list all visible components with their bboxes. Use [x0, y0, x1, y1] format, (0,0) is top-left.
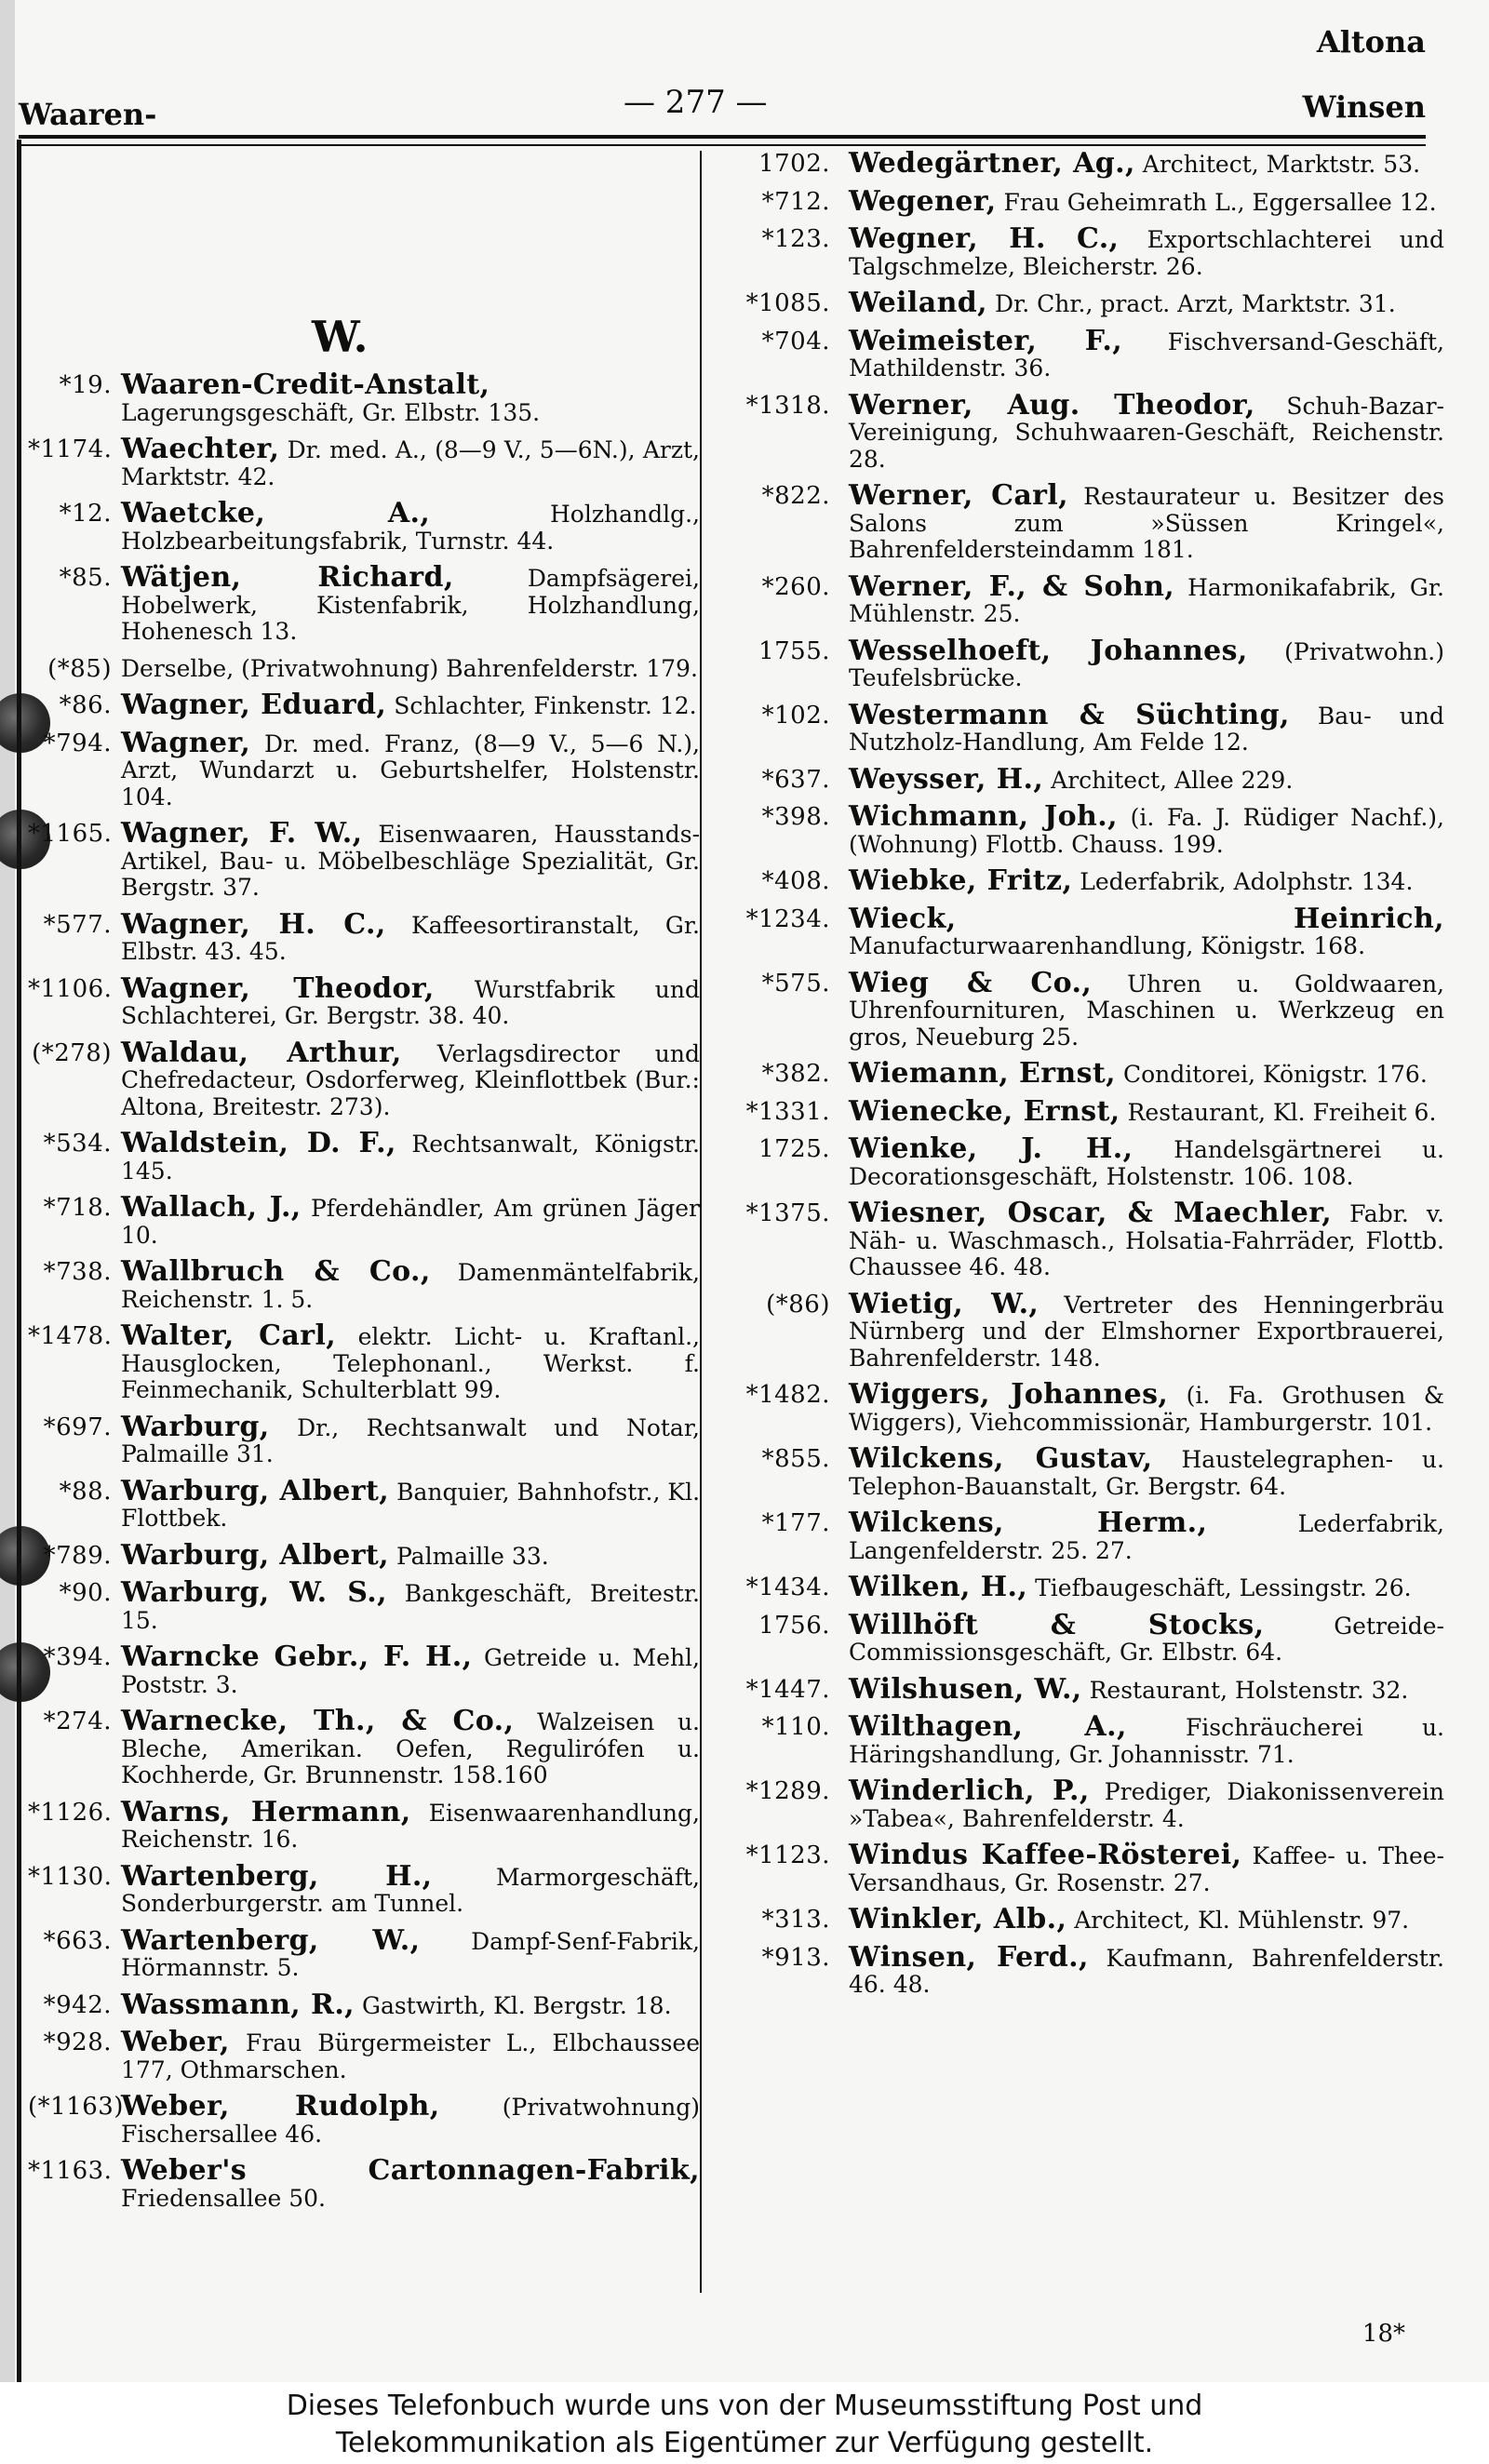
directory-entry: [728, 324, 1444, 382]
subscriber-details: Haustelegraphen- u. Telephon-Bauanstalt, Gr. Bergstr. 64.: [849, 1446, 1444, 1500]
subscriber-name: Wiesner, Oscar, & Maechler,: [849, 1197, 1333, 1229]
phone-number: *1130.: [28, 1862, 113, 1891]
directory-entry: [728, 1774, 1444, 1832]
subscriber-details: Exportschlachterei und Talgschmelze, Bleicherstr. 26.: [849, 226, 1445, 280]
phone-number: *382.: [761, 1060, 830, 1088]
subscriber-details: Restaurateur u. Besitzer des Salons zum »Süssen Kringel«, Bahrenfeldersteindamm 181.: [849, 483, 1444, 563]
subscriber-details: Dr. Chr., pract. Arzt, Marktstr. 31.: [994, 290, 1396, 317]
subscriber-details: Frau Geheimrath L., Eggersallee 12.: [1003, 188, 1437, 216]
subscriber-name: Warns, Hermann,: [121, 1795, 411, 1828]
margin-rule: [17, 140, 21, 2382]
directory-entry: [728, 1442, 1444, 1500]
phone-number: *913.: [761, 1943, 830, 1972]
subscriber-details: Lagerungsgeschäft, Gr. Elbstr. 135.: [121, 398, 541, 426]
directory-entry: [28, 433, 700, 490]
subscriber-details: Friedensallee 50.: [121, 2184, 327, 2212]
subscriber-details: Frau Bürgermeister L., Elbchaussee 177, Othmarschen.: [121, 2029, 700, 2083]
phone-number: 1756.: [758, 1611, 830, 1640]
binding-strip: [0, 0, 15, 2382]
phone-number: *1482.: [745, 1381, 830, 1409]
subscriber-details: Wurstfabrik und Schlachterei, Gr. Bergstr. 38. 40.: [121, 975, 700, 1029]
subscriber-name: Warburg, Albert,: [121, 1538, 390, 1572]
phone-number: *712.: [761, 187, 830, 216]
directory-entry: [728, 698, 1445, 757]
phone-number: *274.: [43, 1707, 112, 1735]
directory-entry: [728, 634, 1445, 692]
directory-entry: [28, 1036, 700, 1121]
phone-number: *1318.: [745, 391, 830, 420]
subscriber-details: Lederfabrik, Adolphstr. 134.: [1080, 868, 1414, 895]
phone-number: *704.: [761, 327, 830, 355]
subscriber-name: Wassmann, R.,: [121, 1988, 355, 2021]
subscriber-details: Schuh-Bazar-Vereinigung, Schuhwaaren-Geschäft, Reichenstr. 28.: [849, 392, 1444, 473]
phone-number: 1725.: [758, 1135, 830, 1163]
subscriber-name: Wartenberg, H.,: [121, 1859, 433, 1893]
ownership-notice-line-1: Dieses Telefonbuch wurde uns von der Museumsstiftung Post und: [286, 2390, 1203, 2422]
subscriber-name: Wietig, W.,: [849, 1287, 1040, 1320]
subscriber-name: Windus Kaffee-Rösterei,: [849, 1839, 1242, 1871]
directory-entry: [28, 1255, 701, 1313]
subscriber-name: Weysser, H.,: [849, 762, 1044, 796]
phone-number: *85.: [59, 564, 112, 592]
phone-number: *1163.: [28, 2157, 113, 2185]
directory-entry: [728, 800, 1444, 858]
subscriber-name: Winkler, Alb.,: [849, 1903, 1067, 1935]
subscriber-name: Werner, Carl,: [849, 479, 1069, 512]
subscriber-details: Fabr. v. Näh- u. Waschmasch., Holsatia-Fahrräder, Flottb. Chaussee 46. 48.: [849, 1200, 1444, 1280]
subscriber-name: Wiebke, Fritz,: [849, 864, 1073, 897]
subscriber-details: (Privatwohn.) Teufelsbrücke.: [849, 637, 1445, 691]
directory-entry: [28, 1538, 700, 1572]
directory-entry: [728, 147, 1444, 180]
subscriber-name: Wagner, H. C.,: [121, 907, 386, 941]
phone-number: 1755.: [758, 636, 830, 665]
directory-entry: [28, 1988, 700, 2021]
directory-entry: [28, 2154, 700, 2212]
directory-entry: [28, 907, 700, 966]
directory-entry: [728, 1710, 1444, 1768]
phone-number: *1165.: [28, 820, 113, 848]
subscriber-details: Harmonikafabrik, Gr. Mühlenstr. 25.: [849, 573, 1444, 627]
subscriber-name: Warburg,: [121, 1410, 270, 1443]
directory-entry: [728, 902, 1444, 960]
subscriber-name: Wilthagen, A.,: [849, 1710, 1127, 1743]
subscriber-name: Wilckens, Herm.,: [849, 1507, 1208, 1539]
phone-number: (*86): [766, 1290, 830, 1319]
directory-entry: [28, 1640, 700, 1698]
phone-number: *90.: [59, 1579, 112, 1607]
right-column: [728, 147, 1445, 2009]
subscriber-name: Willhöft & Stocks,: [849, 1608, 1265, 1641]
subscriber-name: Wienecke, Ernst,: [849, 1094, 1120, 1128]
phone-number: (*85): [47, 654, 112, 683]
phone-number: *1126.: [28, 1798, 113, 1827]
subscriber-details: Fischräucherei u. Häringshandlung, Gr. Johannisstr. 71.: [849, 1714, 1444, 1768]
subscriber-details: Derselbe, (Privatwohnung) Bahrenfelderstr. 179.: [121, 654, 698, 682]
subscriber-name: Wieg & Co.,: [849, 966, 1093, 999]
subscriber-details: Banquier, Bahnhofstr., Kl. Flottbek.: [121, 1478, 701, 1532]
subscriber-details: Palmaille 33.: [396, 1542, 549, 1570]
subscriber-name: Wagner,: [121, 726, 251, 759]
subscriber-details: Bau- und Nutzholz-Handlung, Am Felde 12.: [849, 702, 1445, 756]
directory-entry: [28, 656, 700, 683]
subscriber-details: Kaufmann, Bahrenfelderstr. 46. 48.: [849, 1944, 1444, 1998]
phone-number: *1085.: [745, 289, 830, 317]
directory-entry: [28, 561, 700, 646]
ownership-notice: [0, 2382, 1489, 2464]
subscriber-name: Wätjen, Richard,: [121, 561, 454, 594]
directory-entry: [28, 1923, 700, 1982]
directory-entry: [28, 368, 700, 426]
subscriber-details: Dampf-Senf-Fabrik, Hörmannstr. 5.: [121, 1927, 700, 1981]
phone-number: *123.: [761, 225, 830, 253]
subscriber-details: (i. Fa. J. Rüdiger Nachf.), (Wohnung) Flottb. Chauss. 199.: [849, 804, 1444, 858]
phone-number: *928.: [43, 2029, 112, 2056]
directory-entry: [728, 1057, 1444, 1090]
directory-entry: [28, 497, 700, 555]
subscriber-details: elektr. Licht- u. Kraftanl., Hausglocken, Telephonanl., Werkst. f. Feinmechanik, Schulterblatt 99.: [121, 1323, 700, 1403]
subscriber-name: Wagner, Theodor,: [121, 971, 435, 1005]
subscriber-details: Prediger, Diakonissenverein »Tabea«, Bahrenfelderstr. 4.: [849, 1778, 1444, 1832]
phone-number: *697.: [43, 1413, 112, 1441]
subscriber-name: Wienke, J. H.,: [849, 1132, 1134, 1165]
phone-number: *534.: [43, 1130, 112, 1158]
column-divider: [700, 151, 702, 2293]
subscriber-details: (i. Fa. Grothusen & Wiggers), Viehcommissionär, Hamburgerstr. 101.: [849, 1382, 1444, 1436]
subscriber-details: Manufacturwaarenhandlung, Königstr. 168.: [849, 932, 1366, 959]
directory-entry: [28, 2026, 700, 2083]
subscriber-name: Wilshusen, W.,: [849, 1672, 1082, 1706]
directory-entry: [728, 222, 1445, 280]
header-left-guide: Waaren-: [19, 97, 157, 132]
section-letter: W.: [312, 312, 369, 362]
subscriber-name: Weber,: [121, 2026, 230, 2058]
subscriber-details: Gastwirth, Kl. Bergstr. 18.: [361, 1991, 672, 2019]
phone-number: *1174.: [28, 435, 113, 463]
subscriber-name: Werner, F., & Sohn,: [849, 569, 1175, 603]
subscriber-name: Waldau, Arthur,: [121, 1036, 402, 1069]
subscriber-name: Waetcke, A.,: [121, 497, 431, 529]
directory-entry: [728, 184, 1444, 218]
phone-number: *1434.: [745, 1573, 830, 1601]
directory-entry: [728, 479, 1444, 564]
subscriber-name: Wallach, J.,: [121, 1191, 302, 1224]
subscriber-name: Warburg, Albert,: [121, 1474, 390, 1507]
directory-entry: [728, 1132, 1445, 1190]
subscriber-details: Fischversand-Geschäft, Mathildenstr. 36.: [849, 328, 1444, 382]
directory-entry: [28, 1576, 700, 1634]
phone-number: *313.: [761, 1906, 830, 1934]
subscriber-name: Wiemann, Ernst,: [849, 1057, 1117, 1090]
page-footnote: 18*: [1362, 2320, 1405, 2348]
phone-number: *102.: [761, 701, 830, 730]
phone-number: *1106.: [28, 974, 113, 1003]
subscriber-details: Rechtsanwalt, Königstr. 145.: [121, 1131, 700, 1185]
phone-number: *718.: [43, 1194, 112, 1222]
directory-entry: [728, 1378, 1444, 1436]
subscriber-details: Conditorei, Königstr. 176.: [1122, 1061, 1428, 1088]
subscriber-details: Handelsgärtnerei u. Decorationsgeschäft, Holstenstr. 106. 108.: [849, 1136, 1445, 1190]
subscriber-name: Wegner, H. C.,: [849, 222, 1120, 255]
directory-entry: [728, 1094, 1444, 1128]
subscriber-name: Weiland,: [849, 287, 987, 319]
directory-entry: [728, 864, 1444, 897]
directory-entry: [28, 1319, 700, 1404]
subscriber-details: Dr. med. Franz, (8—9 V., 5—6 N.), Arzt, Wundarzt u. Geburtshelfer, Holstenstr. 104.: [121, 730, 700, 810]
subscriber-details: Lederfabrik, Langenfelderstr. 25. 27.: [849, 1510, 1444, 1564]
phone-number: *942.: [43, 1990, 112, 2019]
header-right-guide: Winsen: [1302, 89, 1426, 125]
phone-number: *822.: [761, 482, 830, 510]
phone-number: *19.: [59, 371, 112, 399]
subscriber-details: Dr. med. A., (8—9 V., 5—6N.), Arzt, Marktstr. 42.: [121, 436, 700, 490]
directory-entry: [28, 817, 701, 902]
phone-number: *408.: [761, 867, 830, 895]
phone-number: *855.: [761, 1445, 830, 1473]
subscriber-name: Weber's Cartonnagen-Fabrik,: [121, 2154, 700, 2187]
phone-number: *88.: [59, 1477, 112, 1506]
subscriber-name: Wesselhoeft, Johannes,: [849, 634, 1248, 667]
subscriber-name: Wieck, Heinrich,: [849, 902, 1444, 935]
subscriber-name: Wiggers, Johannes,: [849, 1378, 1169, 1411]
phone-number: *1375.: [745, 1199, 830, 1227]
directory-entry: [728, 1197, 1444, 1281]
subscriber-name: Warncke Gebr., F. H.,: [121, 1640, 473, 1673]
directory-entry: [728, 1571, 1444, 1603]
subscriber-name: Waaren-Credit-Anstalt,: [121, 368, 490, 401]
header-rule: [19, 135, 1426, 139]
phone-number: *1123.: [745, 1841, 830, 1869]
phone-number: (*1163): [28, 2093, 124, 2121]
subscriber-details: Eisenwaaren, Hausstands-Artikel, Bau- u. Möbelbeschläge Spezialität, Gr. Bergstr. 37.: [121, 821, 701, 901]
subscriber-details: Dampfsägerei, Hobelwerk, Kistenfabrik, Holzhandlung, Hohenesch 13.: [121, 565, 700, 645]
directory-entry: [28, 1410, 700, 1468]
subscriber-name: Wartenberg, W.,: [121, 1923, 421, 1957]
page-number: — 277 —: [624, 84, 768, 121]
subscriber-details: Eisenwaarenhandlung, Reichenstr. 16.: [121, 1799, 700, 1853]
subscriber-name: Wichmann, Joh.,: [849, 800, 1118, 833]
subscriber-name: Wagner, F. W.,: [121, 817, 363, 850]
phone-number: *260.: [761, 572, 830, 601]
phone-number: *789.: [43, 1541, 112, 1570]
directory-entry: [728, 1287, 1444, 1373]
subscriber-name: Wagner, Eduard,: [121, 689, 387, 721]
directory-entry: [28, 1705, 701, 1789]
directory-entry: [728, 1672, 1444, 1706]
phone-number: *398.: [761, 803, 830, 831]
subscriber-name: Walter, Carl,: [121, 1319, 337, 1352]
directory-entry: [28, 1127, 700, 1185]
subscriber-details: Uhren u. Goldwaaren, Uhrenfournituren, Maschinen u. Werkzeug en gros, Neueburg 25.: [849, 970, 1445, 1051]
subscriber-details: Tiefbaugeschäft, Lessingstr. 26.: [1035, 1574, 1412, 1601]
phone-number: *1478.: [28, 1322, 113, 1350]
directory-entry: [28, 1859, 700, 1918]
subscriber-details: Walzeisen u. Bleche, Amerikan. Oefen, Regulirófen u. Kochherde, Gr. Brunnenstr. 158.160: [121, 1708, 701, 1788]
directory-entry: [728, 287, 1444, 319]
subscriber-details: Architect, Marktstr. 53.: [1142, 151, 1421, 178]
header-city: Altona: [1316, 24, 1426, 60]
subscriber-details: Kaffeesortiranstalt, Gr. Elbstr. 43. 45.: [121, 911, 700, 965]
phone-number: *1289.: [745, 1777, 830, 1805]
directory-entry: [28, 1191, 701, 1249]
subscriber-name: Weimeister, F.,: [849, 324, 1123, 357]
subscriber-details: Holzhandlg., Holzbearbeitungsfabrik, Turnstr. 44.: [121, 501, 700, 555]
subscriber-details: Architect, Allee 229.: [1051, 766, 1294, 794]
subscriber-details: Pferdehändler, Am grünen Jäger 10.: [121, 1195, 701, 1249]
directory-entry: [728, 569, 1444, 628]
subscriber-details: Restaurant, Holstenstr. 32.: [1089, 1676, 1409, 1704]
ownership-notice-line-2: Telekommunikation als Eigentümer zur Verfügung gestellt.: [335, 2427, 1154, 2459]
subscriber-name: Warburg, W. S.,: [121, 1576, 387, 1609]
phone-number: *394.: [43, 1643, 112, 1671]
subscriber-name: Wilken, H.,: [849, 1571, 1028, 1603]
phone-number: *637.: [761, 765, 830, 794]
directory-entry: [28, 1474, 701, 1533]
subscriber-details: Restaurant, Kl. Freiheit 6.: [1127, 1098, 1437, 1126]
directory-entry: [728, 762, 1444, 796]
subscriber-name: Warnecke, Th., & Co.,: [121, 1705, 515, 1737]
directory-entry: [28, 1795, 700, 1854]
phone-number: *86.: [59, 691, 112, 719]
phone-number: *1447.: [745, 1675, 830, 1704]
phone-number: *575.: [761, 969, 830, 998]
subscriber-name: Wedegärtner, Ag.,: [849, 147, 1135, 180]
phone-number: *110.: [761, 1713, 830, 1741]
subscriber-name: Wallbruch & Co.,: [121, 1255, 431, 1288]
header-rule-thin: [19, 144, 1426, 146]
phone-number: *1234.: [745, 904, 830, 933]
directory-entry: [728, 1940, 1444, 1999]
subscriber-name: Waechter,: [121, 433, 280, 465]
subscriber-details: Damenmäntelfabrik, Reichenstr. 1. 5.: [121, 1259, 701, 1313]
subscriber-name: Wilckens, Gustav,: [849, 1442, 1153, 1475]
directory-entry: [728, 1507, 1444, 1564]
phone-number: 1702.: [758, 150, 830, 178]
phone-number: *794.: [43, 729, 112, 757]
subscriber-details: Marmorgeschäft, Sonderburgerstr. am Tunnel.: [121, 1863, 700, 1917]
subscriber-details: Getreide u. Mehl, Poststr. 3.: [121, 1644, 700, 1698]
directory-entry: [728, 966, 1445, 1051]
phone-number: (*278): [32, 1038, 112, 1067]
subscriber-details: Bankgeschäft, Breitestr. 15.: [121, 1580, 700, 1634]
phone-number: *738.: [43, 1258, 112, 1286]
subscriber-name: Winsen, Ferd.,: [849, 1940, 1089, 1974]
subscriber-details: Vertreter des Henningerbräu Nürnberg und der Elmshorner Exportbrauerei, Bahrenfelderstr. 148.: [849, 1291, 1444, 1372]
phone-number: *1331.: [745, 1097, 830, 1126]
subscriber-name: Westermann & Süchting,: [849, 698, 1290, 731]
subscriber-details: Dr., Rechtsanwalt und Notar, Palmaille 31.: [121, 1413, 700, 1467]
phone-number: *177.: [761, 1509, 830, 1537]
directory-entry: [28, 971, 700, 1030]
subscriber-details: (Privatwohnung) Fischersallee 46.: [121, 2094, 700, 2148]
directory-entry: [728, 1903, 1444, 1935]
subscriber-details: Schlachter, Finkenstr. 12.: [394, 692, 697, 719]
subscriber-details: Getreide-Commissionsgeschäft, Gr. Elbstr. 64.: [849, 1612, 1444, 1666]
phone-number: *577.: [43, 910, 112, 939]
left-column: [28, 368, 701, 2222]
directory-entry: [728, 1839, 1444, 1896]
directory-entry: [28, 2090, 700, 2148]
subscriber-name: Wegener,: [849, 184, 997, 218]
directory-entry: [28, 726, 700, 811]
subscriber-name: Winderlich, P.,: [849, 1774, 1090, 1807]
subscriber-details: Kaffee- u. Thee-Versandhaus, Gr. Rosenstr. 27.: [849, 1842, 1444, 1896]
subscriber-details: Verlagsdirector und Chefredacteur, Osdorferweg, Kleinflottbek (Bur.: Altona, Breitestr. 273).: [121, 1039, 700, 1120]
directory-entry: [728, 1608, 1444, 1667]
phone-number: *12.: [59, 500, 112, 528]
subscriber-name: Werner, Aug. Theodor,: [849, 388, 1255, 422]
directory-entry: [28, 689, 700, 721]
directory-entry: [728, 388, 1444, 474]
subscriber-name: Weber, Rudolph,: [121, 2090, 440, 2123]
phone-number: *663.: [43, 1926, 112, 1955]
subscriber-name: Waldstein, D. F.,: [121, 1127, 396, 1159]
subscriber-details: Architect, Kl. Mühlenstr. 97.: [1074, 1907, 1410, 1934]
